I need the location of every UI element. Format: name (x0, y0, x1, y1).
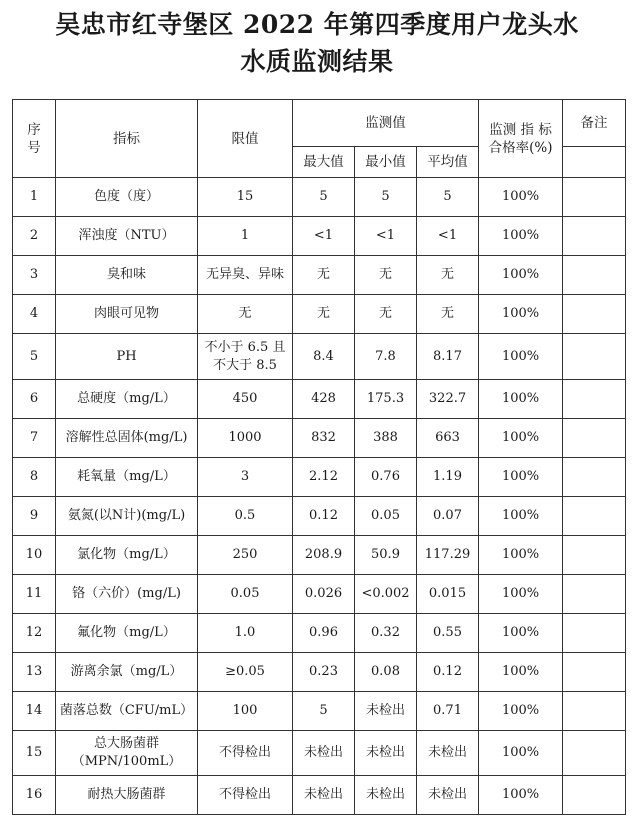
cell-indicator: 浑浊度（NTU） (56, 217, 198, 256)
cell-rate: 100% (479, 380, 563, 419)
cell-remark (563, 731, 626, 776)
cell-seq: 10 (13, 536, 56, 575)
header-max: 最大值 (293, 147, 355, 178)
cell-remark (563, 217, 626, 256)
cell-max: 无 (293, 256, 355, 295)
cell-remark (563, 419, 626, 458)
cell-avg: 0.015 (417, 575, 479, 614)
cell-remark (563, 295, 626, 334)
cell-indicator: 耗氧量（mg/L） (56, 458, 198, 497)
document-title (0, 6, 634, 80)
header-pass-rate-line1: 监测 指 标 (489, 121, 552, 138)
cell-indicator: 游离余氯（mg/L） (56, 653, 198, 692)
cell-limit: 250 (198, 536, 293, 575)
cell-seq: 1 (13, 178, 56, 217)
cell-remark (563, 692, 626, 731)
cell-remark (563, 334, 626, 380)
cell-seq: 12 (13, 614, 56, 653)
cell-limit: ≥0.05 (198, 653, 293, 692)
cell-limit (198, 334, 293, 380)
cell-indicator: 肉眼可见物 (56, 295, 198, 334)
cell-rate: 100% (479, 776, 563, 815)
cell-avg: 5 (417, 178, 479, 217)
cell-seq: 8 (13, 458, 56, 497)
cell-max: 0.12 (293, 497, 355, 536)
cell-remark (563, 653, 626, 692)
cell-max: <1 (293, 217, 355, 256)
cell-min: 388 (355, 419, 417, 458)
cell-min: 0.76 (355, 458, 417, 497)
cell-avg: 322.7 (417, 380, 479, 419)
cell-max: 未检出 (293, 731, 355, 776)
cell-max: 832 (293, 419, 355, 458)
cell-rate: 100% (479, 731, 563, 776)
cell-remark (563, 458, 626, 497)
header-row-1 (13, 100, 626, 147)
cell-indicator: 菌落总数（CFU/mL） (56, 692, 198, 731)
cell-remark (563, 256, 626, 295)
cell-seq: 3 (13, 256, 56, 295)
cell-limit: 0.5 (198, 497, 293, 536)
cell-max: 无 (293, 295, 355, 334)
cell-max: 0.96 (293, 614, 355, 653)
cell-max: 未检出 (293, 776, 355, 815)
cell-rate: 100% (479, 458, 563, 497)
cell-remark (563, 380, 626, 419)
cell-max: 5 (293, 692, 355, 731)
header-remarks-sub (563, 147, 626, 178)
cell-avg: 0.55 (417, 614, 479, 653)
cell-max: 0.026 (293, 575, 355, 614)
cell-seq: 6 (13, 380, 56, 419)
cell-rate: 100% (479, 295, 563, 334)
cell-rate: 100% (479, 419, 563, 458)
cell-seq: 13 (13, 653, 56, 692)
cell-avg: <1 (417, 217, 479, 256)
cell-indicator-line2: （MPN/100mL） (71, 754, 182, 769)
cell-rate: 100% (479, 653, 563, 692)
cell-max: 8.4 (293, 334, 355, 380)
cell-limit: 1000 (198, 419, 293, 458)
cell-rate: 100% (479, 692, 563, 731)
cell-avg: 未检出 (417, 731, 479, 776)
title-line-2: 水质监测结果 (240, 47, 394, 76)
header-seq-line2: 号 (27, 139, 41, 156)
cell-rate: 100% (479, 217, 563, 256)
cell-rate: 100% (479, 178, 563, 217)
cell-avg: 0.07 (417, 497, 479, 536)
cell-indicator: 铬（六价）(mg/L) (56, 575, 198, 614)
cell-avg: 1.19 (417, 458, 479, 497)
cell-avg: 663 (417, 419, 479, 458)
cell-avg: 无 (417, 256, 479, 295)
cell-limit: 15 (198, 178, 293, 217)
cell-limit: 1 (198, 217, 293, 256)
cell-indicator (56, 731, 198, 776)
cell-min: 无 (355, 256, 417, 295)
cell-limit-line1: 不小于 6.5 且 (204, 339, 286, 355)
cell-min: 0.08 (355, 653, 417, 692)
cell-limit-line2: 不大于 8.5 (213, 357, 277, 373)
header-seq-line1: 序 (27, 121, 41, 138)
cell-limit: 不得检出 (198, 776, 293, 815)
cell-limit: 3 (198, 458, 293, 497)
header-avg: 平均值 (417, 147, 479, 178)
cell-indicator: 臭和味 (56, 256, 198, 295)
cell-remark (563, 497, 626, 536)
cell-avg: 0.71 (417, 692, 479, 731)
cell-limit: 100 (198, 692, 293, 731)
cell-min: 未检出 (355, 776, 417, 815)
cell-min: 未检出 (355, 731, 417, 776)
cell-min: 5 (355, 178, 417, 217)
cell-indicator: 氟化物（mg/L） (56, 614, 198, 653)
cell-indicator-line1: 总大肠菌群 (93, 736, 159, 751)
title-line-1: 吴忠市红寺堡区 2022 年第四季度用户龙头水 (55, 10, 579, 39)
cell-rate: 100% (479, 614, 563, 653)
cell-min: 0.32 (355, 614, 417, 653)
cell-min: 175.3 (355, 380, 417, 419)
cell-avg: 8.17 (417, 334, 479, 380)
cell-indicator: 总硬度（mg/L） (56, 380, 198, 419)
cell-min: <0.002 (355, 575, 417, 614)
cell-seq: 14 (13, 692, 56, 731)
cell-avg: 117.29 (417, 536, 479, 575)
cell-avg: 0.12 (417, 653, 479, 692)
header-monitor-value: 监测值 (293, 100, 479, 147)
cell-remark (563, 776, 626, 815)
cell-rate: 100% (479, 536, 563, 575)
table-body (13, 178, 626, 815)
cell-min: 0.05 (355, 497, 417, 536)
cell-limit: 不得检出 (198, 731, 293, 776)
cell-min: 50.9 (355, 536, 417, 575)
cell-seq: 9 (13, 497, 56, 536)
cell-max: 208.9 (293, 536, 355, 575)
cell-seq: 4 (13, 295, 56, 334)
header-pass-rate (479, 100, 563, 178)
cell-indicator: 耐热大肠菌群 (56, 776, 198, 815)
cell-max: 428 (293, 380, 355, 419)
cell-indicator: 色度（度） (56, 178, 198, 217)
header-seq (13, 100, 56, 178)
cell-avg: 无 (417, 295, 479, 334)
cell-rate: 100% (479, 575, 563, 614)
cell-max: 0.23 (293, 653, 355, 692)
cell-limit: 0.05 (198, 575, 293, 614)
water-quality-table (12, 99, 626, 815)
cell-min: 7.8 (355, 334, 417, 380)
cell-max: 2.12 (293, 458, 355, 497)
cell-rate: 100% (479, 334, 563, 380)
cell-rate: 100% (479, 256, 563, 295)
cell-seq: 15 (13, 731, 56, 776)
cell-remark (563, 178, 626, 217)
cell-seq: 5 (13, 334, 56, 380)
cell-seq: 16 (13, 776, 56, 815)
cell-limit: 450 (198, 380, 293, 419)
cell-limit: 无异臭、异味 (198, 256, 293, 295)
cell-indicator: PH (56, 334, 198, 380)
header-indicator: 指标 (56, 100, 198, 178)
cell-remark (563, 614, 626, 653)
cell-seq: 11 (13, 575, 56, 614)
cell-avg: 未检出 (417, 776, 479, 815)
cell-min: 未检出 (355, 692, 417, 731)
cell-limit: 无 (198, 295, 293, 334)
cell-max: 5 (293, 178, 355, 217)
header-min: 最小值 (355, 147, 417, 178)
cell-seq: 2 (13, 217, 56, 256)
cell-min: <1 (355, 217, 417, 256)
header-limit: 限值 (198, 100, 293, 178)
cell-seq: 7 (13, 419, 56, 458)
header-remarks: 备注 (563, 100, 626, 147)
cell-min: 无 (355, 295, 417, 334)
cell-indicator: 溶解性总固体(mg/L) (56, 419, 198, 458)
cell-indicator: 氨氮(以N计)(mg/L) (56, 497, 198, 536)
cell-rate: 100% (479, 497, 563, 536)
header-pass-rate-line2: 合格率(%) (488, 139, 553, 156)
cell-limit: 1.0 (198, 614, 293, 653)
cell-remark (563, 575, 626, 614)
cell-indicator: 氯化物（mg/L） (56, 536, 198, 575)
cell-remark (563, 536, 626, 575)
